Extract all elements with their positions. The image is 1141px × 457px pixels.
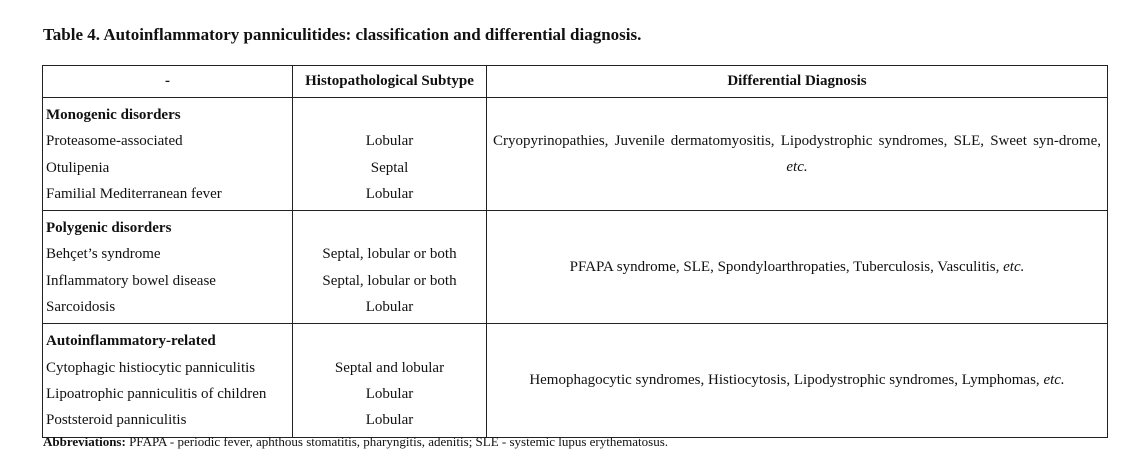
subtype-value: Lobular xyxy=(365,412,414,429)
disease-cell xyxy=(43,324,293,437)
group-label: Autoinflammatory-related xyxy=(46,333,216,350)
differential-cell xyxy=(487,98,1108,211)
footnote-text: PFAPA - periodic fever, aphthous stomatitis, pharyngitis, adenitis; SLE - systemic lupus erythematosus. xyxy=(129,434,669,449)
differential-cell xyxy=(487,211,1108,324)
disease-name: Behçet’s syndrome xyxy=(46,246,161,263)
subtype-value: Septal, lobular or both xyxy=(322,246,457,263)
subtype-value: Septal, lobular or both xyxy=(322,272,457,289)
abbreviations-footnote xyxy=(43,434,668,450)
header-disease: - xyxy=(43,66,293,98)
header-row xyxy=(43,66,1108,98)
header-differential-diagnosis: Differential Diagnosis xyxy=(487,66,1108,98)
group-label: Polygenic disorders xyxy=(46,220,172,237)
disease-name: Otulipenia xyxy=(46,159,110,176)
disease-name: Lipoatrophic panniculitis of children xyxy=(46,385,267,402)
disease-name: Familial Mediterranean fever xyxy=(46,185,222,202)
etc-text: etc. xyxy=(1003,259,1025,276)
disease-name: Sarcoidosis xyxy=(46,299,116,316)
subtype-value: Septal xyxy=(370,159,409,176)
differential-cell xyxy=(487,324,1108,437)
subtype-value: Lobular xyxy=(365,133,414,150)
differential-text: Cryopyrinopathies, Juvenile dermatomyositis, Lipodystrophic syndromes, SLE, Sweet syn-drome, etc. xyxy=(493,133,1101,176)
group-row-autoinflammatory-related xyxy=(43,324,1108,437)
etc-text: etc. xyxy=(786,159,808,176)
subtype-cell xyxy=(293,98,487,211)
disease-name: Inflammatory bowel disease xyxy=(46,272,216,289)
subtype-cell xyxy=(293,211,487,324)
disease-cell xyxy=(43,211,293,324)
disease-name: Cytophagic histiocytic panniculitis xyxy=(46,359,256,376)
classification-table xyxy=(42,65,1108,438)
subtype-cell xyxy=(293,324,487,437)
group-row-monogenic xyxy=(43,98,1108,211)
group-row-polygenic xyxy=(43,211,1108,324)
table-title: Table 4. Autoinflammatory panniculitides: classification and differential diagnosis. xyxy=(43,25,642,44)
subtype-value: Lobular xyxy=(365,385,414,402)
disease-cell xyxy=(43,98,293,211)
header-histopathological-subtype: Histopathological Subtype xyxy=(293,66,487,98)
differential-text: PFAPA syndrome, SLE, Spondyloarthropaties, Tuberculosis, Vasculitis, etc. xyxy=(569,259,1025,276)
subtype-value: Septal and lobular xyxy=(334,359,445,376)
group-label: Monogenic disorders xyxy=(46,107,181,123)
etc-text: etc. xyxy=(1043,372,1065,389)
subtype-value: Lobular xyxy=(365,299,414,316)
disease-name: Proteasome-associated xyxy=(46,133,183,150)
disease-name: Poststeroid panniculitis xyxy=(46,412,187,429)
subtype-value: Lobular xyxy=(365,185,414,202)
footnote-label: Abbreviations: xyxy=(43,434,126,449)
differential-text: Hemophagocytic syndromes, Histiocytosis, Lipodystrophic syndromes, Lymphomas, etc. xyxy=(529,372,1065,389)
